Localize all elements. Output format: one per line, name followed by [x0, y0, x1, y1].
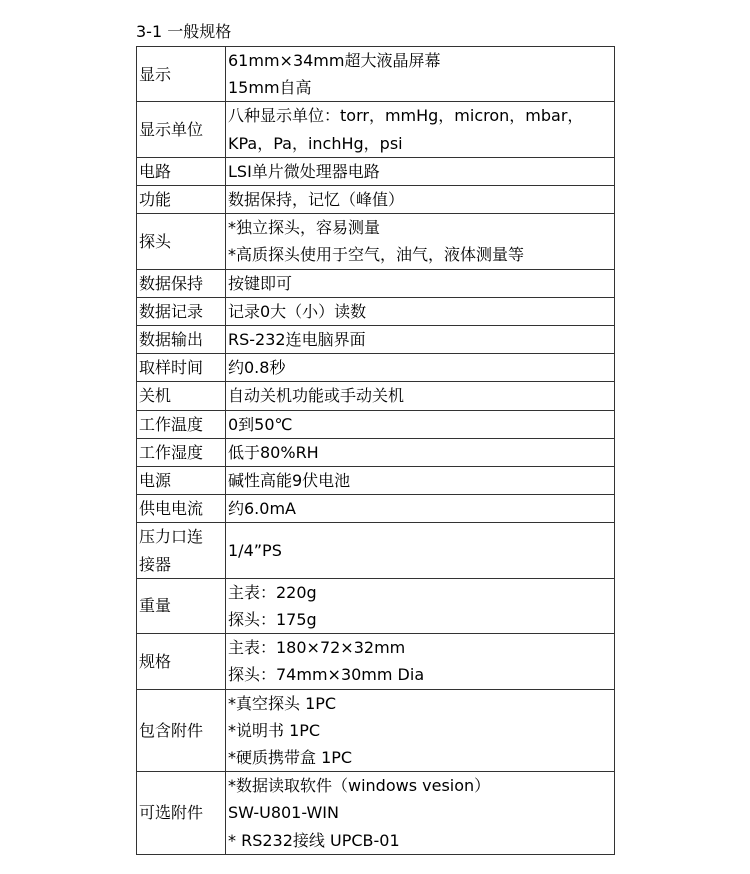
- spec-label: 数据记录: [139, 301, 204, 321]
- spec-value-line: 低于80%RH: [228, 442, 319, 462]
- spec-table-body: [137, 47, 615, 855]
- spec-row: [137, 214, 615, 269]
- spec-value-line: 数据保持，记忆（峰值）: [228, 190, 405, 210]
- spec-label: 数据输出: [139, 330, 204, 350]
- spec-value-cell: [226, 495, 615, 523]
- spec-value-line: 61mm×34mm超大液晶屏幕: [228, 51, 441, 70]
- spec-label: 电路: [139, 161, 172, 181]
- spec-value-cell: [226, 438, 615, 466]
- spec-row: [137, 382, 615, 410]
- spec-label-cell: [137, 438, 226, 466]
- spec-row: [137, 467, 615, 495]
- spec-label-cell: [137, 269, 226, 297]
- spec-value-line: KPa，Pa，inchHg，psi: [228, 133, 403, 153]
- spec-label: 探头: [139, 231, 172, 251]
- spec-label-cell: [137, 634, 226, 689]
- spec-row: [137, 157, 615, 185]
- spec-label: 数据保持: [139, 273, 204, 293]
- spec-label-cell: [137, 410, 226, 438]
- spec-label-cell: [137, 495, 226, 523]
- spec-value-cell: [226, 326, 615, 354]
- spec-row: [137, 102, 615, 157]
- spec-row: [137, 495, 615, 523]
- spec-row: [137, 689, 615, 772]
- spec-label: 规格: [139, 651, 172, 671]
- spec-value-line: *硬质携带盒 1PC: [228, 748, 353, 768]
- spec-label: 重量: [139, 596, 172, 616]
- spec-value-line: 约0.8秒: [228, 358, 286, 378]
- spec-row: [137, 438, 615, 466]
- spec-label: 电源: [139, 471, 172, 491]
- spec-label: 显示单位: [139, 120, 204, 139]
- spec-row: [137, 269, 615, 297]
- spec-label-cell: [137, 326, 226, 354]
- spec-value-cell: [226, 634, 615, 689]
- spec-label-cell: [137, 523, 226, 578]
- spec-value-line: 八种显示单位：torr，mmHg，micron，mbar，: [228, 106, 584, 126]
- spec-label: 可选附件: [139, 803, 204, 823]
- spec-value-line: *数据读取软件（windows vesion）: [228, 776, 491, 796]
- spec-row: [137, 326, 615, 354]
- spec-label-cell: [137, 382, 226, 410]
- spec-label-cell: [137, 689, 226, 772]
- spec-label-cell: [137, 772, 226, 855]
- spec-value-line: *说明书 1PC: [228, 720, 321, 740]
- spec-value-cell: [226, 689, 615, 772]
- spec-value-line: *高质探头使用于空气，油气，液体测量等: [228, 245, 525, 265]
- spec-value-cell: [226, 382, 615, 410]
- spec-table: [136, 46, 615, 855]
- spec-value-line: 碱性高能9伏电池: [228, 471, 351, 491]
- spec-label-cell: [137, 214, 226, 269]
- spec-label: 接器: [139, 554, 172, 574]
- spec-value-cell: [226, 297, 615, 325]
- spec-value-cell: [226, 214, 615, 269]
- spec-value-cell: [226, 47, 615, 102]
- spec-row: [137, 47, 615, 102]
- spec-label: 功能: [139, 190, 172, 210]
- spec-value-cell: [226, 354, 615, 382]
- spec-label: 显示: [139, 64, 172, 84]
- spec-value-line: 自动关机功能或手动关机: [228, 386, 405, 406]
- spec-label: 工作湿度: [139, 442, 204, 462]
- spec-value-line: * RS232接线 UPCB-01: [228, 830, 400, 850]
- spec-value-cell: [226, 410, 615, 438]
- spec-value-cell: [226, 269, 615, 297]
- spec-value-line: 主表：220g: [228, 582, 317, 602]
- spec-value-line: 约6.0mA: [228, 499, 296, 519]
- spec-label: 工作温度: [139, 414, 204, 434]
- spec-value-line: 0到50℃: [228, 414, 293, 434]
- spec-row: [137, 523, 615, 578]
- spec-value-line: *真空探头 1PC: [228, 693, 337, 713]
- spec-row: [137, 578, 615, 633]
- spec-value-line: SW-U801-WIN: [228, 803, 339, 823]
- spec-row: [137, 634, 615, 689]
- spec-row: [137, 772, 615, 855]
- spec-value-line: 主表：180×72×32mm: [228, 638, 406, 658]
- spec-row: [137, 297, 615, 325]
- spec-label-cell: [137, 47, 226, 102]
- spec-label-cell: [137, 297, 226, 325]
- spec-value-line: 按键即可: [228, 273, 293, 293]
- spec-value-line: *独立探头，容易测量: [228, 218, 381, 238]
- spec-row: [137, 186, 615, 214]
- spec-value-cell: [226, 186, 615, 214]
- spec-label-cell: [137, 354, 226, 382]
- spec-value-cell: [226, 578, 615, 633]
- spec-value-line: 记录0大（小）读数: [228, 301, 367, 321]
- spec-value-cell: [226, 523, 615, 578]
- spec-label: 取样时间: [139, 358, 204, 378]
- spec-label-cell: [137, 578, 226, 633]
- spec-value-cell: [226, 157, 615, 185]
- spec-label-cell: [137, 186, 226, 214]
- spec-row: [137, 410, 615, 438]
- spec-value-line: LSI单片微处理器电路: [228, 161, 380, 181]
- spec-label-cell: [137, 157, 226, 185]
- section-title: 3-1 一般规格: [136, 22, 232, 41]
- spec-label: 包含附件: [139, 720, 204, 740]
- spec-label: 供电电流: [139, 499, 204, 519]
- spec-label-cell: [137, 467, 226, 495]
- spec-value-cell: [226, 772, 615, 855]
- spec-value-line: 15mm自高: [228, 78, 312, 98]
- spec-value-line: 1/4”PS: [228, 541, 282, 561]
- spec-label: 压力口连: [139, 527, 204, 547]
- spec-value-cell: [226, 467, 615, 495]
- spec-value-line: 探头：175g: [228, 610, 317, 630]
- spec-value-line: 探头：74mm×30mm Dia: [228, 665, 425, 685]
- spec-row: [137, 354, 615, 382]
- spec-value-line: RS-232连电脑界面: [228, 330, 366, 350]
- spec-label: 关机: [139, 386, 172, 406]
- spec-value-cell: [226, 102, 615, 157]
- spec-label-cell: [137, 102, 226, 157]
